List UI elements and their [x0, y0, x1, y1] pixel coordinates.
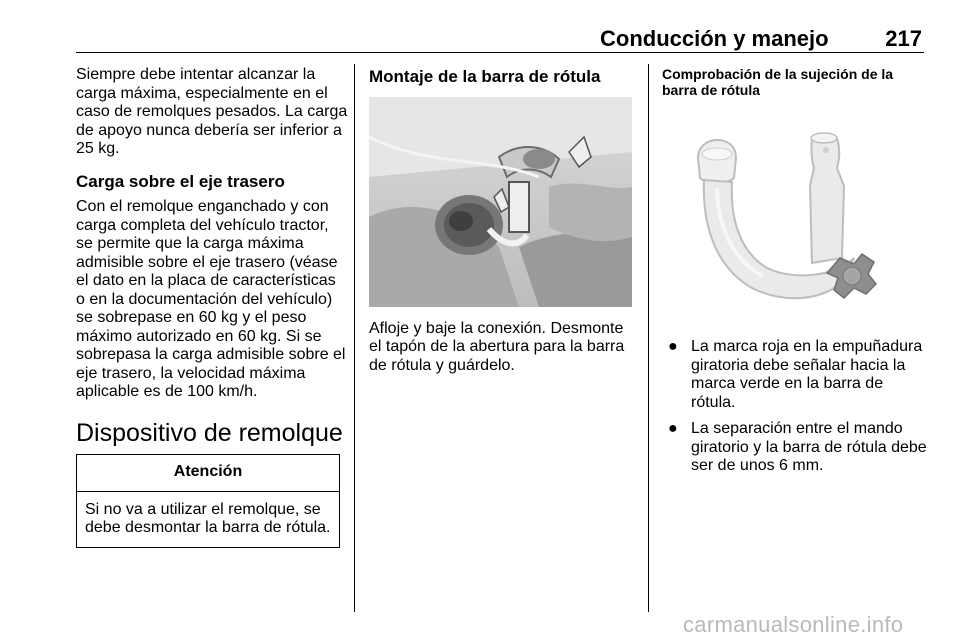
mounting-heading: Montaje de la barra de rótula: [369, 67, 601, 86]
bullet-marker: ●: [668, 420, 678, 437]
watermark: carmanualsonline.info: [683, 612, 904, 637]
page-header-title: Conducción y manejo: [600, 26, 829, 51]
tow-bar-illustration: [662, 108, 924, 320]
list-item: [662, 420, 928, 476]
column-middle: [369, 66, 637, 375]
caution-notice-title: Atención: [77, 455, 339, 492]
column-right: [662, 66, 928, 484]
list-item: [662, 338, 928, 412]
list-item-text: La marca roja en la empuñadura giratoria debe señalar hacia la marca verde en la barra de rótula.: [691, 338, 923, 411]
column-divider-left: [354, 64, 355, 612]
mounting-illustration: [369, 97, 632, 307]
mounting-photo: [369, 97, 632, 307]
check-heading: Comprobación de la sujeción de la barra de rótula: [662, 66, 894, 98]
rear-axle-heading: Carga sobre el eje trasero: [76, 171, 285, 191]
column-left: [76, 66, 348, 548]
bullet-marker: ●: [668, 338, 678, 355]
mounting-caption: Afloje y baje la conexión. Desmonte el tapón de la abertura para la barra de rótula y guárdelo.: [369, 319, 625, 374]
header-rule: [76, 52, 924, 53]
caution-notice-text: Si no va a utilizar el remolque, se debe desmontar la barra de rótula.: [85, 500, 331, 536]
rear-axle-paragraph: Con el remolque enganchado y con carga completa del vehículo tractor, se permite que la carga máxima admisible sobre el eje trasero (véase el dato en la placa de características o en la documentación del vehículo) se sobrepase en 60 kg y el peso máximo autorizado en 60 kg. Si se sobrepasa la carga admisible sobre el eje trasero, la velocidad máxima aplicable es de 100 km/h.: [76, 198, 346, 400]
caution-notice: [76, 454, 340, 548]
check-list: [662, 338, 928, 476]
page-number: 217: [885, 26, 922, 51]
column-divider-right: [648, 64, 649, 612]
list-item-text: La separación entre el mando giratorio y la barra de rótula debe ser de unos 6 mm.: [691, 420, 927, 474]
intro-paragraph: Siempre debe intentar alcanzar la carga máxima, especialmente en el caso de remolques pesados. La carga de apoyo nunca debería ser inferior a 25 kg.: [76, 66, 348, 157]
section-heading: Dispositivo de remolque: [76, 418, 343, 447]
tow-bar-drawing: [662, 108, 924, 320]
